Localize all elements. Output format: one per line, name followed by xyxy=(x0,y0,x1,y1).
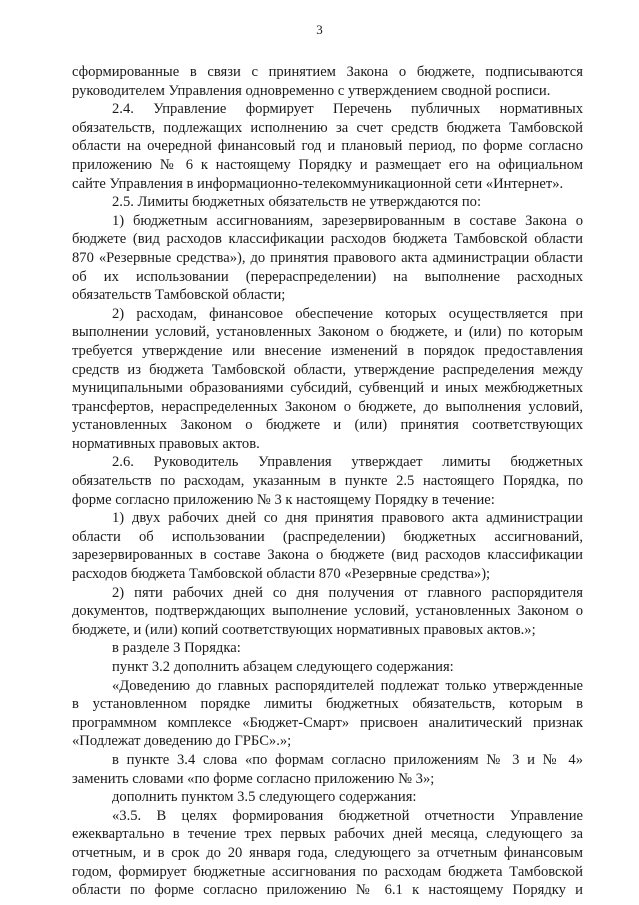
text-line: расходов бюджета Тамбовской области 870 «Резервные средства»); xyxy=(72,566,491,583)
text-line: муниципальными образованиями субсидий, субвенций и иных межбюджетных xyxy=(72,380,583,397)
text-line: требуется утверждение или внесение изменений в порядок предоставления xyxy=(72,342,583,359)
text-line: средств из бюджета Тамбовской области, утверждение распределения между xyxy=(72,361,583,378)
text-line: бюджете (вид расходов классификации расходов бюджета Тамбовской области xyxy=(72,231,583,248)
text-line: 2.6. Руководитель Управления утверждает лимиты бюджетных xyxy=(112,454,583,471)
text-line: «3.5. В целях формирования бюджетной отчетности Управление xyxy=(112,807,583,824)
text-line: программном комплексе «Бюджет-Смарт» присвоен аналитический признак xyxy=(72,714,583,731)
text-line: выполнении условий, установленных Законом о бюджете, и (или) по которым xyxy=(72,324,583,341)
text-line: области об использовании (распределении) бюджетных ассигнований, xyxy=(72,528,583,545)
text-line: пункт 3.2 дополнить абзацем следующего содержания: xyxy=(112,659,454,675)
text-line: обязательств, подлежащих исполнению за счет средств бюджета Тамбовской xyxy=(72,119,583,136)
text-line: области на очередной финансовый год и плановый период, по форме согласно xyxy=(72,138,583,155)
text-line: зарезервированных в составе Закона о бюджете (вид расходов классификации xyxy=(72,547,583,564)
text-line: отчетным, и в срок до 20 января года, следующего за отчетным финансовым xyxy=(72,844,583,861)
text-line: обязательств по расходам, указанным в пункте 2.5 настоящего Порядка, по xyxy=(72,473,583,490)
text-line: 870 «Резервные средства»), до принятия правового акта администрации области xyxy=(72,249,583,266)
text-line: в пункте 3.4 слова «по формам согласно приложениям № 3 и № 4» xyxy=(112,751,583,768)
text-line: дополнить пунктом 3.5 следующего содержания: xyxy=(112,789,417,806)
text-line: в установленном порядке лимиты бюджетных обязательств, которым в xyxy=(72,696,583,713)
text-line: области по форме согласно приложению № 6.1 к настоящему Порядку и xyxy=(72,882,583,899)
text-line: установленных Законом о бюджете и (или) принятия соответствующих xyxy=(72,417,583,434)
text-line: ежеквартально в течение трех первых рабочих дней месяца, следующего за xyxy=(72,826,583,843)
page-number: 3 xyxy=(316,22,323,37)
text-line: приложению № 6 к настоящему Порядку и размещает его на официальном xyxy=(72,156,583,173)
text-line: 2) расходам, финансовое обеспечение которых осуществляется при xyxy=(112,305,583,322)
document-body xyxy=(72,63,583,900)
text-line: обязательств Тамбовской области; xyxy=(72,287,286,304)
text-line: об их использовании (перераспределении) на выполнение расходных xyxy=(72,268,583,285)
text-line: 2.5. Лимиты бюджетных обязательств не утверждаются по: xyxy=(112,194,482,211)
text-line: трансфертов, нераспределенных Законом о бюджете, до выполнения условий, xyxy=(72,398,583,415)
text-line: «Подлежат доведению до ГРБС».»; xyxy=(72,733,292,750)
text-line: 1) двух рабочих дней со дня принятия правового акта администрации xyxy=(112,510,583,527)
text-line: в разделе 3 Порядка: xyxy=(112,640,241,657)
text-line: бюджете, и (или) копий соответствующих нормативных правовых актов.»; xyxy=(72,621,536,638)
text-line: заменить словами «по форме согласно приложению № 3»; xyxy=(72,770,435,787)
text-line: 2) пяти рабочих дней со дня получения от главного распорядителя xyxy=(112,584,583,601)
text-line: сайте Управления в информационно-телекоммуникационной сети «Интернет». xyxy=(72,175,564,192)
text-line: форме согласно приложению № 3 к настоящему Порядку в течение: xyxy=(72,491,495,508)
text-line: документов, подтверждающих выполнение условий, установленных Законом о xyxy=(72,603,583,620)
text-line: сформированные в связи с принятием Закона о бюджете, подписываются xyxy=(72,64,583,80)
text-line: «Доведению до главных распорядителей подлежат только утвержденные xyxy=(112,677,583,694)
text-line: годом, формирует бюджетные ассигнования по расходам бюджета Тамбовской xyxy=(72,863,583,880)
text-line: руководителем Управления одновременно с утверждением сводной росписи. xyxy=(72,82,551,99)
text-line: нормативных правовых актов. xyxy=(72,435,260,452)
text-line: 2.4. Управление формирует Перечень публичных нормативных xyxy=(112,101,583,118)
text-line: 1) бюджетным ассигнованиям, зарезервированным в составе Закона о xyxy=(112,212,583,229)
